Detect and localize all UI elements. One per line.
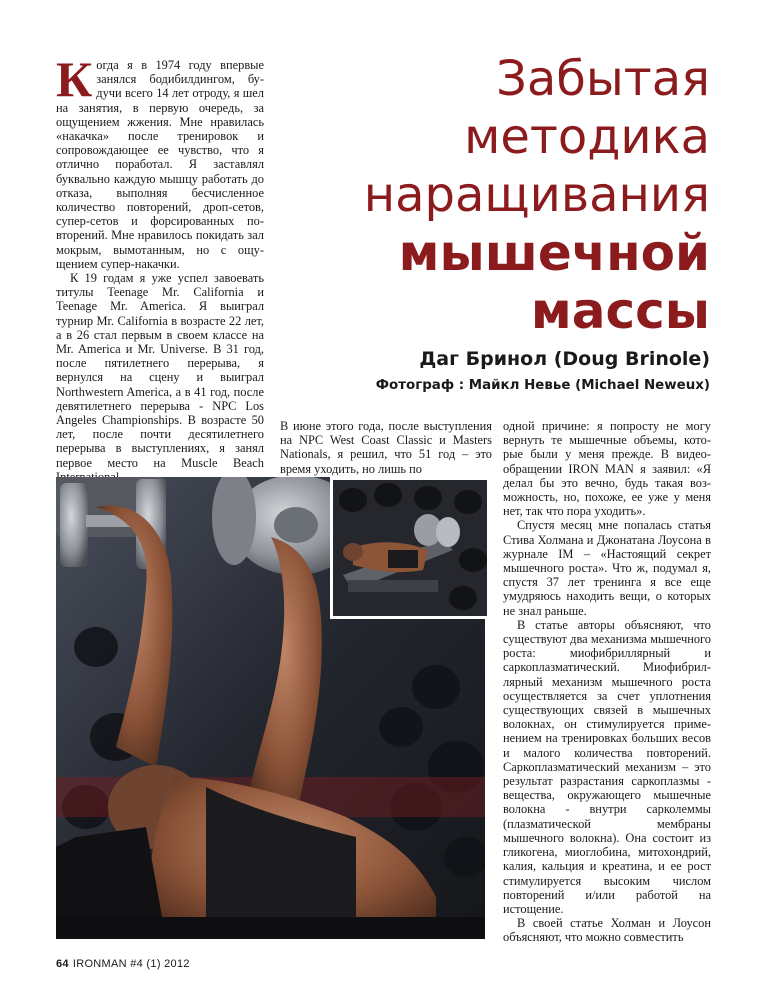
title-line-5: массы xyxy=(530,282,710,340)
middle-paragraph: В июне этого года, после выступления на NPC West Coast Classic и Masters Nationals, я решил, что 51 год – это время уходить, но лишь по xyxy=(280,419,492,476)
article-title xyxy=(270,50,710,340)
intro-paragraph-text: огда я в 1974 году впервые занялся бодибилдингом, будучи всего 14 лет отроду, я шел на занятия, в первую очередь, за ощущением жжения. Мне нравилась «накачка» после тренировок и сопровождающее ее чувство, что я отлично поработал. Я заставлял буквально каждую мышцу работать до отказа, выполняя бесчисленное количество повторений, дроп-сетов, супер-сетов и форсированных повторений. Мне нравилось покидать зал мокрым, вымотанным, но с ощущением супер-накачки. xyxy=(56,58,264,271)
left-paragraph-2: К 19 годам я уже успел завоевать титулы Teenage Mr. California и Teenage Mr. America. Я выиграл турнир Mr. California в возрасте 22 лет, а в 26 стал первым в своем классе на Mr. America и Mr. Universe. В 31 год, после пятилетнего перерыва, я вернулся на сцену и выиграл Northwestern America, а в 41 год, после девятилетнего перерыва - NPC Los Angeles Championships. В возрасте 50 лет, после почти десятилетнего перерыва в выступлениях, я занял первое место на Muscle Beach xyxy=(56,271,264,470)
right-paragraph-2: Спустя месяц мне попалась статья Стива Холмана и Джонатана Лоусона в журнале IM – «Настоящий секрет мышечного роста». Что ж, подумал я, спустя 37 лет тренинга я все еще умудряюсь находить вещи, о которых не знал раньше. xyxy=(503,518,711,618)
page-footer xyxy=(56,958,190,970)
photographer-credit: Фотограф : Майкл Невье (Michael Neweux) xyxy=(375,378,710,393)
intro-paragraph xyxy=(56,51,264,271)
middle-text-column xyxy=(280,419,492,476)
drop-cap: К xyxy=(56,51,93,107)
title-line-1: Забытая xyxy=(496,51,710,107)
right-paragraph-1: одной причине: я попросту не могу вернуть те мышечные объемы, которые были у меня прежде. В видеообращении IRON MAN я заявил: «Я делал бы это вечно, будь такая возможность, но, похоже, ее уже у меня нет, так что пора уходить». xyxy=(503,419,711,519)
title-line-4: мышечной xyxy=(398,224,710,282)
right-paragraph-4: В своей статье Холман и Лоусон объясняют, что можно совместить xyxy=(503,916,711,945)
right-text-column xyxy=(503,419,711,945)
inset-photo xyxy=(330,477,490,619)
author-byline: Даг Бринол (Doug Brinole) xyxy=(419,348,710,370)
left-text-column xyxy=(56,51,264,484)
page-number: 64 xyxy=(56,958,69,970)
title-line-3: наращивания xyxy=(363,167,710,223)
right-paragraph-3: В статье авторы объясняют, что существуют два механизма мышечного роста: миофибриллярный и саркоплазматический. Миофибриллярный механизм мышечного роста осуществляется за счет уплотнения существующих связей в мышечных волокнах, он стимулируется применением на тренировках больших весов и малого количества повторений. Саркоплазматический механизм – это результат разрастания саркоплазмы - вещества, окружающего мышечные волокна - внутри сарколеммы (плазматической мембраны мышечного волокна). Она состоит из гликогена, миоглобина, митохондрий, калия, кальция и креатина, и ее рост стимулируется высоким числом повторений и/или работой на истощение. xyxy=(503,617,711,916)
title-line-2: методика xyxy=(464,109,710,165)
magazine-issue: IRONMAN #4 (1) 2012 xyxy=(72,958,190,970)
